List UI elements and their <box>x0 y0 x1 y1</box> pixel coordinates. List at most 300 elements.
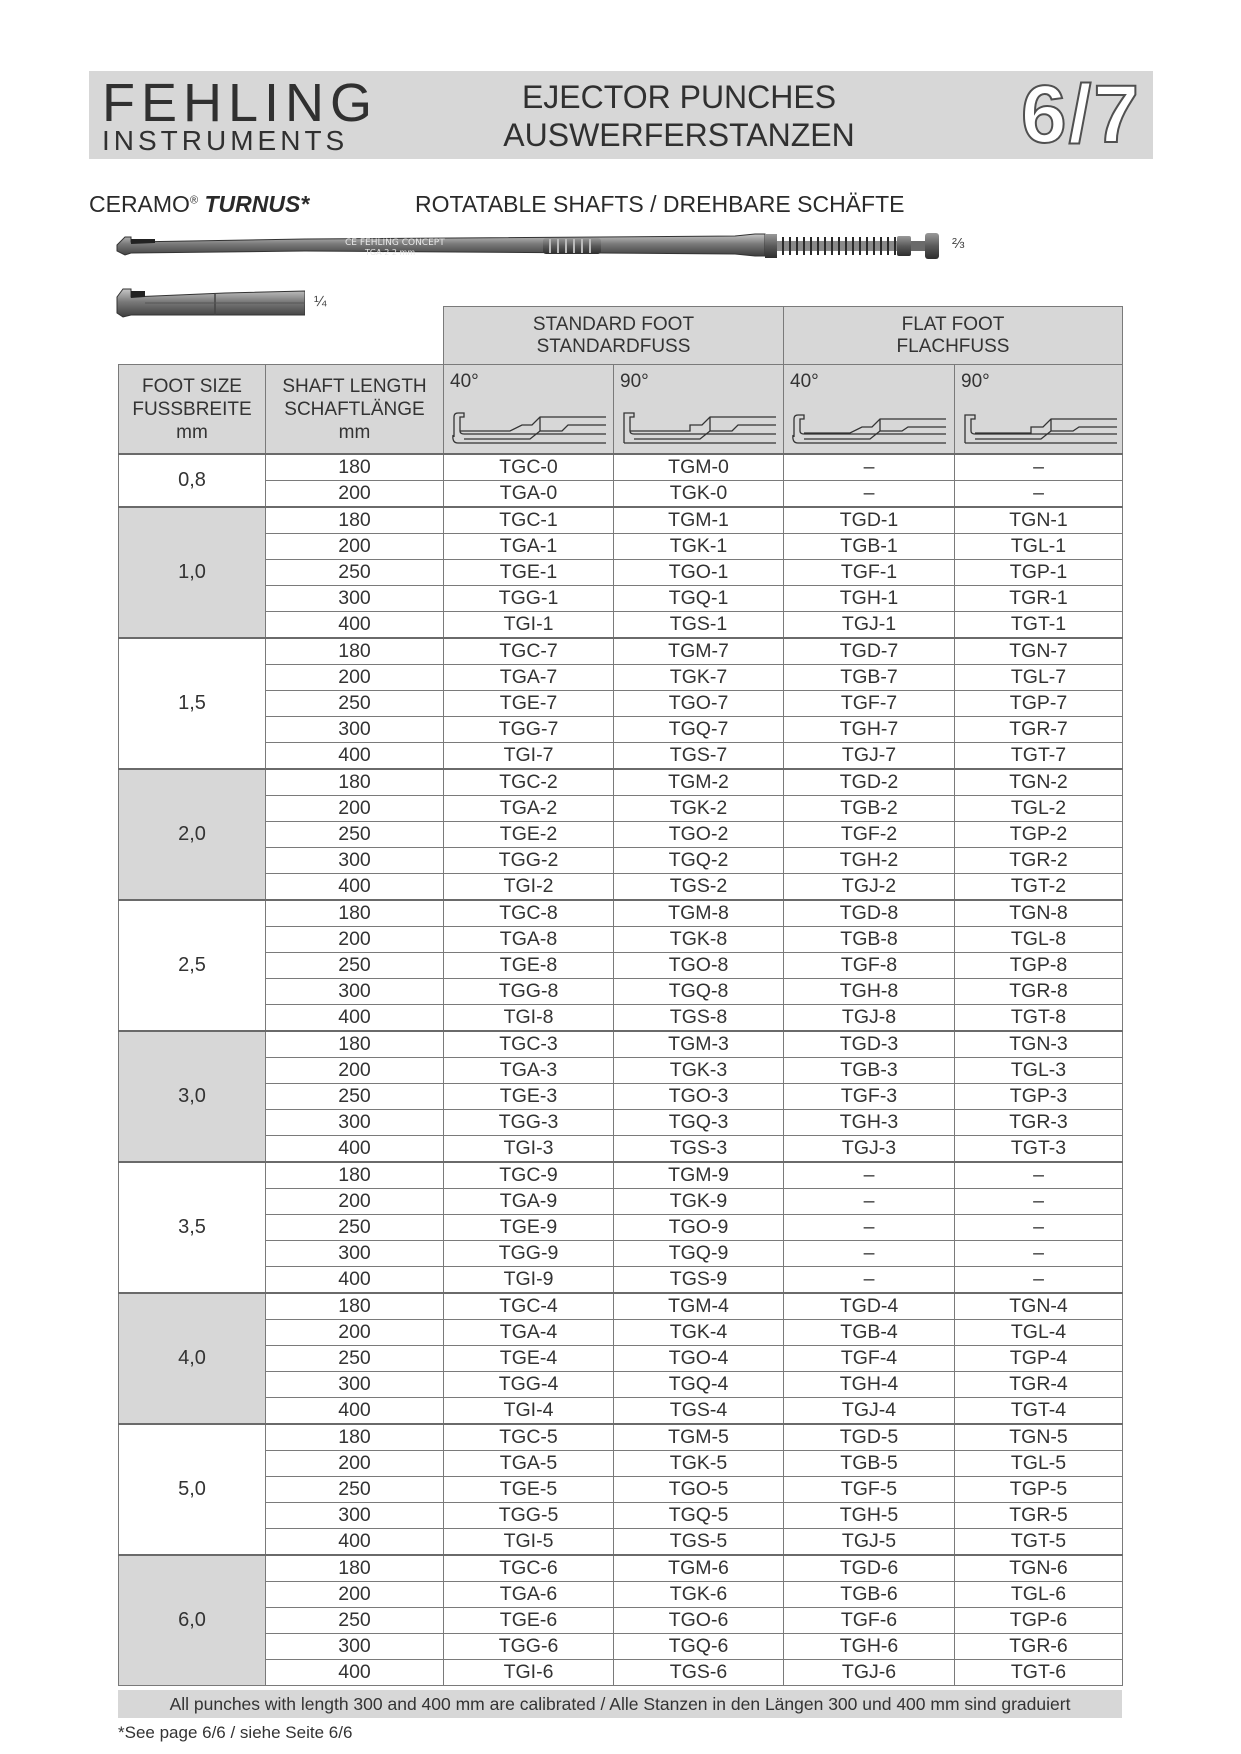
article-number-cell: TGA-9 <box>444 1189 614 1215</box>
article-number-cell: TGQ-4 <box>614 1372 784 1398</box>
article-number-cell: TGT-6 <box>955 1660 1123 1686</box>
shaft-length-cell: 300 <box>266 979 444 1005</box>
article-number-cell: TGN-2 <box>955 769 1123 796</box>
table-row <box>119 1005 1123 1032</box>
article-number-cell: TGI-4 <box>444 1398 614 1425</box>
article-number-cell: – <box>784 1241 955 1267</box>
column-header-flat-90 <box>955 365 1123 455</box>
article-number-cell: TGK-1 <box>614 534 784 560</box>
shaft-length-cell: 250 <box>266 1346 444 1372</box>
article-number-cell: TGR-8 <box>955 979 1123 1005</box>
table-row <box>119 1320 1123 1346</box>
article-number-cell: TGO-4 <box>614 1346 784 1372</box>
angle-label: 40° <box>790 371 819 392</box>
shaft-length-cell: 180 <box>266 454 444 481</box>
shaft-length-cell: 400 <box>266 743 444 770</box>
shaft-length-cell: 200 <box>266 665 444 691</box>
flat-foot-40-icon <box>790 403 948 447</box>
article-number-cell: TGC-2 <box>444 769 614 796</box>
shaft-length-cell: 400 <box>266 1529 444 1556</box>
punch-instrument-image <box>115 225 945 267</box>
article-number-cell: – <box>955 1241 1123 1267</box>
article-number-cell: TGT-2 <box>955 874 1123 901</box>
shaft-length-cell: 300 <box>266 1372 444 1398</box>
column-header-flat-40 <box>784 365 955 455</box>
foot-size-en: FOOT SIZE <box>142 375 242 397</box>
article-number-cell: TGN-7 <box>955 638 1123 665</box>
article-number-cell: TGG-3 <box>444 1110 614 1136</box>
article-number-cell: TGT-5 <box>955 1529 1123 1556</box>
article-number-cell: TGN-4 <box>955 1293 1123 1320</box>
shaft-length-cell: 180 <box>266 769 444 796</box>
article-number-cell: TGI-6 <box>444 1660 614 1686</box>
article-number-cell: TGL-7 <box>955 665 1123 691</box>
article-number-cell: TGJ-4 <box>784 1398 955 1425</box>
shaft-length-cell: 200 <box>266 1189 444 1215</box>
footnote: *See page 6/6 / siehe Seite 6/6 <box>118 1723 353 1742</box>
article-number-cell: TGT-4 <box>955 1398 1123 1425</box>
foot-size-cell: 6,0 <box>119 1555 266 1686</box>
table-row <box>119 1424 1123 1451</box>
article-number-cell: TGB-6 <box>784 1582 955 1608</box>
article-number-cell: TGM-4 <box>614 1293 784 1320</box>
article-number-cell: TGH-7 <box>784 717 955 743</box>
flat-foot-de: FLACHFUSS <box>896 335 1010 357</box>
article-number-cell: TGE-6 <box>444 1608 614 1634</box>
article-number-cell: TGO-5 <box>614 1477 784 1503</box>
article-number-cell: TGI-7 <box>444 743 614 770</box>
shaft-length-cell: 300 <box>266 848 444 874</box>
article-number-cell: TGD-3 <box>784 1031 955 1058</box>
article-number-cell: TGA-4 <box>444 1320 614 1346</box>
article-number-cell: TGP-6 <box>955 1608 1123 1634</box>
shaft-length-cell: 180 <box>266 1293 444 1320</box>
article-number-cell: TGD-1 <box>784 507 955 534</box>
shaft-length-cell: 250 <box>266 822 444 848</box>
article-number-cell: TGL-2 <box>955 796 1123 822</box>
table-row <box>119 612 1123 639</box>
shaft-length-cell: 300 <box>266 1503 444 1529</box>
article-number-cell: TGD-6 <box>784 1555 955 1582</box>
article-number-cell: TGC-9 <box>444 1162 614 1189</box>
standard-foot-de: STANDARDFUSS <box>536 335 691 357</box>
shaft-length-cell: 400 <box>266 1267 444 1294</box>
article-number-cell: TGO-8 <box>614 953 784 979</box>
article-number-cell: TGD-2 <box>784 769 955 796</box>
table-row <box>119 638 1123 665</box>
article-number-cell: TGN-1 <box>955 507 1123 534</box>
article-number-cell: TGQ-8 <box>614 979 784 1005</box>
shaft-length-cell: 400 <box>266 1398 444 1425</box>
article-number-cell: TGB-8 <box>784 927 955 953</box>
article-number-cell: TGL-3 <box>955 1058 1123 1084</box>
article-number-cell: TGM-2 <box>614 769 784 796</box>
article-number-cell: TGP-2 <box>955 822 1123 848</box>
article-number-cell: – <box>784 1215 955 1241</box>
table-row <box>119 927 1123 953</box>
article-number-cell: TGH-1 <box>784 586 955 612</box>
article-number-cell: TGC-7 <box>444 638 614 665</box>
table-row <box>119 560 1123 586</box>
article-number-cell: TGL-5 <box>955 1451 1123 1477</box>
article-number-cell: TGA-0 <box>444 481 614 508</box>
article-number-cell: – <box>955 1189 1123 1215</box>
article-number-cell: TGA-6 <box>444 1582 614 1608</box>
article-number-cell: TGM-3 <box>614 1031 784 1058</box>
shaft-length-cell: 300 <box>266 586 444 612</box>
instrument-engraving: CE FEHLING CONCEPT <box>345 238 445 248</box>
shaft-length-cell: 180 <box>266 1162 444 1189</box>
article-number-cell: TGS-1 <box>614 612 784 639</box>
article-number-cell: TGB-7 <box>784 665 955 691</box>
article-number-cell: TGG-8 <box>444 979 614 1005</box>
article-number-cell: TGN-3 <box>955 1031 1123 1058</box>
article-number-cell: TGJ-3 <box>784 1136 955 1163</box>
foot-size-cell: 1,0 <box>119 507 266 638</box>
article-number-cell: TGP-5 <box>955 1477 1123 1503</box>
shaft-length-cell: 250 <box>266 1608 444 1634</box>
table-row <box>119 1582 1123 1608</box>
title-english: EJECTOR PUNCHES <box>521 79 837 115</box>
product-name: TURNUS* <box>204 191 310 217</box>
article-number-cell: TGN-6 <box>955 1555 1123 1582</box>
article-number-cell: TGO-6 <box>614 1608 784 1634</box>
article-number-cell: TGA-1 <box>444 534 614 560</box>
article-number-cell: – <box>955 1267 1123 1294</box>
shaft-length-cell: 200 <box>266 1451 444 1477</box>
article-number-cell: TGP-7 <box>955 691 1123 717</box>
shaft-length-cell: 180 <box>266 1555 444 1582</box>
article-number-cell: TGL-6 <box>955 1582 1123 1608</box>
table-row <box>119 1215 1123 1241</box>
shaft-length-cell: 180 <box>266 1031 444 1058</box>
article-number-cell: TGM-1 <box>614 507 784 534</box>
article-number-cell: – <box>784 1267 955 1294</box>
article-number-cell: TGA-5 <box>444 1451 614 1477</box>
article-number-cell: TGK-3 <box>614 1058 784 1084</box>
article-number-cell: TGP-4 <box>955 1346 1123 1372</box>
shaft-length-cell: 200 <box>266 796 444 822</box>
shaft-length-cell: 250 <box>266 1084 444 1110</box>
product-line-name: CERAMO <box>89 191 190 217</box>
article-number-cell: TGF-3 <box>784 1084 955 1110</box>
article-number-cell: TGR-6 <box>955 1634 1123 1660</box>
article-number-cell: TGE-2 <box>444 822 614 848</box>
shaft-length-cell: 180 <box>266 507 444 534</box>
article-number-cell: – <box>955 1215 1123 1241</box>
article-number-cell: TGL-1 <box>955 534 1123 560</box>
article-number-cell: TGN-5 <box>955 1424 1123 1451</box>
table-row <box>119 1608 1123 1634</box>
article-number-cell: TGO-1 <box>614 560 784 586</box>
product-line <box>89 191 309 218</box>
article-number-cell: TGS-5 <box>614 1529 784 1556</box>
article-number-cell: TGH-2 <box>784 848 955 874</box>
table-row <box>119 953 1123 979</box>
article-number-cell: TGD-5 <box>784 1424 955 1451</box>
shaft-length-en: SHAFT LENGTH <box>282 375 427 397</box>
article-number-cell: TGH-3 <box>784 1110 955 1136</box>
article-number-cell: TGF-7 <box>784 691 955 717</box>
product-subtitle: ROTATABLE SHAFTS / DREHBARE SCHÄFTE <box>415 191 905 217</box>
shaft-length-cell: 400 <box>266 1660 444 1686</box>
shaft-length-cell: 250 <box>266 953 444 979</box>
article-number-cell: TGE-1 <box>444 560 614 586</box>
angle-label: 40° <box>450 371 479 392</box>
table-row <box>119 1451 1123 1477</box>
standard-foot-en: STANDARD FOOT <box>532 313 695 335</box>
article-number-cell: TGF-1 <box>784 560 955 586</box>
shaft-length-cell: 250 <box>266 1215 444 1241</box>
article-number-cell: TGG-2 <box>444 848 614 874</box>
table-row <box>119 900 1123 927</box>
foot-size-cell: 4,0 <box>119 1293 266 1424</box>
table-row <box>119 1555 1123 1582</box>
brand-name: FEHLING <box>102 73 379 133</box>
table-row <box>119 1267 1123 1294</box>
article-number-cell: TGB-5 <box>784 1451 955 1477</box>
shaft-length-cell: 400 <box>266 1136 444 1163</box>
table-row <box>119 822 1123 848</box>
registered-mark: ® <box>189 194 199 207</box>
article-number-cell: TGG-6 <box>444 1634 614 1660</box>
article-number-cell: TGE-5 <box>444 1477 614 1503</box>
article-number-cell: TGM-7 <box>614 638 784 665</box>
article-number-cell: TGG-4 <box>444 1372 614 1398</box>
article-number-cell: TGA-3 <box>444 1058 614 1084</box>
table-row <box>119 1110 1123 1136</box>
foot-size-cell: 1,5 <box>119 638 266 769</box>
table-row <box>119 691 1123 717</box>
article-number-cell: TGC-1 <box>444 507 614 534</box>
article-number-cell: TGQ-1 <box>614 586 784 612</box>
article-number-cell: TGA-2 <box>444 796 614 822</box>
table-row <box>119 1503 1123 1529</box>
table-row <box>119 1398 1123 1425</box>
table-row <box>119 717 1123 743</box>
table-row <box>119 586 1123 612</box>
article-number-cell: TGS-2 <box>614 874 784 901</box>
page-number: 6/7 <box>1021 69 1141 160</box>
table-row <box>119 1058 1123 1084</box>
article-number-cell: TGH-4 <box>784 1372 955 1398</box>
tip-scale: ¼ <box>314 293 327 310</box>
group-header-flat-foot <box>784 307 1123 365</box>
article-number-cell: TGE-8 <box>444 953 614 979</box>
table-row <box>119 1031 1123 1058</box>
shaft-length-cell: 200 <box>266 1582 444 1608</box>
shaft-length-cell: 180 <box>266 1424 444 1451</box>
article-number-cell: TGS-9 <box>614 1267 784 1294</box>
article-number-cell: TGS-4 <box>614 1398 784 1425</box>
article-number-cell: TGT-8 <box>955 1005 1123 1032</box>
article-number-cell: TGA-8 <box>444 927 614 953</box>
article-number-cell: TGF-4 <box>784 1346 955 1372</box>
shaft-length-cell: 400 <box>266 1005 444 1032</box>
shaft-length-cell: 200 <box>266 1320 444 1346</box>
shaft-length-cell: 180 <box>266 638 444 665</box>
table-row <box>119 1477 1123 1503</box>
article-number-cell: TGS-7 <box>614 743 784 770</box>
article-number-cell: TGK-8 <box>614 927 784 953</box>
article-number-cell: TGB-1 <box>784 534 955 560</box>
article-number-cell: TGJ-5 <box>784 1529 955 1556</box>
article-number-cell: TGG-1 <box>444 586 614 612</box>
article-number-cell: TGM-0 <box>614 454 784 481</box>
table-corner <box>119 307 444 365</box>
flat-foot-90-icon <box>961 403 1119 447</box>
shaft-length-cell: 400 <box>266 612 444 639</box>
article-number-cell: TGJ-8 <box>784 1005 955 1032</box>
article-number-cell: TGI-5 <box>444 1529 614 1556</box>
shaft-length-unit: mm <box>338 421 371 443</box>
article-number-cell: TGH-5 <box>784 1503 955 1529</box>
table-row <box>119 1084 1123 1110</box>
shaft-length-cell: 400 <box>266 874 444 901</box>
article-number-cell: TGO-2 <box>614 822 784 848</box>
article-number-cell: – <box>955 1162 1123 1189</box>
title-german: AUSWERFERSTANZEN <box>503 117 855 153</box>
column-header-standard-90 <box>614 365 784 455</box>
article-number-cell: TGJ-6 <box>784 1660 955 1686</box>
article-number-cell: TGD-7 <box>784 638 955 665</box>
instrument-engraving-size: TGA-2 2 mm <box>365 248 416 257</box>
article-number-cell: TGE-9 <box>444 1215 614 1241</box>
article-number-cell: TGC-6 <box>444 1555 614 1582</box>
shaft-length-cell: 250 <box>266 1477 444 1503</box>
article-number-cell: TGQ-3 <box>614 1110 784 1136</box>
article-number-cell: TGF-6 <box>784 1608 955 1634</box>
article-number-cell: TGK-9 <box>614 1189 784 1215</box>
table-row <box>119 1162 1123 1189</box>
article-number-cell: TGG-5 <box>444 1503 614 1529</box>
article-number-cell: TGH-6 <box>784 1634 955 1660</box>
foot-size-unit: mm <box>176 421 208 443</box>
shaft-length-cell: 200 <box>266 481 444 508</box>
article-number-cell: TGC-3 <box>444 1031 614 1058</box>
article-number-cell: TGI-2 <box>444 874 614 901</box>
table-row <box>119 979 1123 1005</box>
article-number-cell: TGD-8 <box>784 900 955 927</box>
table-row <box>119 1634 1123 1660</box>
shaft-length-cell: 200 <box>266 1058 444 1084</box>
article-number-cell: TGR-4 <box>955 1372 1123 1398</box>
shaft-length-cell: 200 <box>266 927 444 953</box>
article-number-cell: TGP-8 <box>955 953 1123 979</box>
article-number-cell: TGI-3 <box>444 1136 614 1163</box>
article-number-cell: TGD-4 <box>784 1293 955 1320</box>
article-number-cell: TGK-4 <box>614 1320 784 1346</box>
calibration-note: All punches with length 300 and 400 mm are calibrated / Alle Stanzen in den Längen 300 und 400 mm sind graduiert <box>118 1690 1122 1718</box>
article-number-cell: TGQ-9 <box>614 1241 784 1267</box>
column-header-foot-size <box>119 365 266 455</box>
table-row <box>119 874 1123 901</box>
foot-size-cell: 5,0 <box>119 1424 266 1555</box>
angle-label: 90° <box>620 371 649 392</box>
article-number-cell: TGC-8 <box>444 900 614 927</box>
table-row <box>119 1189 1123 1215</box>
table-row <box>119 769 1123 796</box>
article-number-cell: TGG-9 <box>444 1241 614 1267</box>
article-number-cell: TGR-3 <box>955 1110 1123 1136</box>
flat-foot-en: FLAT FOOT <box>901 313 1005 335</box>
column-header-standard-40 <box>444 365 614 455</box>
article-number-cell: TGR-5 <box>955 1503 1123 1529</box>
article-number-cell: TGM-9 <box>614 1162 784 1189</box>
article-number-cell: – <box>955 454 1123 481</box>
shaft-length-cell: 300 <box>266 1634 444 1660</box>
table-row <box>119 507 1123 534</box>
article-number-cell: TGK-6 <box>614 1582 784 1608</box>
article-number-cell: TGK-7 <box>614 665 784 691</box>
article-number-cell: – <box>784 454 955 481</box>
article-number-cell: TGF-5 <box>784 1477 955 1503</box>
article-number-cell: TGQ-6 <box>614 1634 784 1660</box>
article-number-cell: – <box>784 481 955 508</box>
shaft-length-de: SCHAFTLÄNGE <box>284 398 425 420</box>
article-number-cell: TGG-7 <box>444 717 614 743</box>
article-number-cell: TGS-3 <box>614 1136 784 1163</box>
shaft-length-cell: 180 <box>266 900 444 927</box>
table-row <box>119 1136 1123 1163</box>
article-number-cell: TGK-5 <box>614 1451 784 1477</box>
article-number-cell: TGE-4 <box>444 1346 614 1372</box>
article-number-cell: TGC-4 <box>444 1293 614 1320</box>
table-row <box>119 1293 1123 1320</box>
table-row <box>119 796 1123 822</box>
article-number-cell: TGI-9 <box>444 1267 614 1294</box>
article-number-cell: TGB-3 <box>784 1058 955 1084</box>
article-number-cell: TGT-3 <box>955 1136 1123 1163</box>
article-number-cell: TGE-7 <box>444 691 614 717</box>
article-number-cell: – <box>955 481 1123 508</box>
table-row <box>119 665 1123 691</box>
article-number-cell: TGC-5 <box>444 1424 614 1451</box>
shaft-length-cell: 300 <box>266 1241 444 1267</box>
article-number-cell: TGL-4 <box>955 1320 1123 1346</box>
shaft-length-cell: 250 <box>266 691 444 717</box>
article-number-cell: TGK-2 <box>614 796 784 822</box>
shaft-length-cell: 250 <box>266 560 444 586</box>
article-number-cell: TGP-1 <box>955 560 1123 586</box>
article-number-cell: TGQ-5 <box>614 1503 784 1529</box>
article-number-cell: TGR-2 <box>955 848 1123 874</box>
article-number-cell: TGB-2 <box>784 796 955 822</box>
foot-size-cell: 2,0 <box>119 769 266 900</box>
article-number-cell: TGI-1 <box>444 612 614 639</box>
article-number-cell: TGR-7 <box>955 717 1123 743</box>
standard-foot-40-icon <box>450 403 608 447</box>
shaft-length-cell: 200 <box>266 534 444 560</box>
table-row <box>119 848 1123 874</box>
table-row <box>119 481 1123 508</box>
table-row <box>119 743 1123 770</box>
article-number-cell: TGM-6 <box>614 1555 784 1582</box>
article-number-cell: TGO-9 <box>614 1215 784 1241</box>
article-number-cell: TGH-8 <box>784 979 955 1005</box>
article-number-cell: TGM-5 <box>614 1424 784 1451</box>
article-number-cell: TGF-2 <box>784 822 955 848</box>
article-number-cell: TGB-4 <box>784 1320 955 1346</box>
article-number-cell: TGM-8 <box>614 900 784 927</box>
shaft-length-cell: 300 <box>266 717 444 743</box>
article-number-cell: TGE-3 <box>444 1084 614 1110</box>
article-number-cell: – <box>784 1162 955 1189</box>
article-number-cell: TGN-8 <box>955 900 1123 927</box>
article-number-cell: TGF-8 <box>784 953 955 979</box>
standard-foot-90-icon <box>620 403 778 447</box>
article-number-cell: TGT-7 <box>955 743 1123 770</box>
